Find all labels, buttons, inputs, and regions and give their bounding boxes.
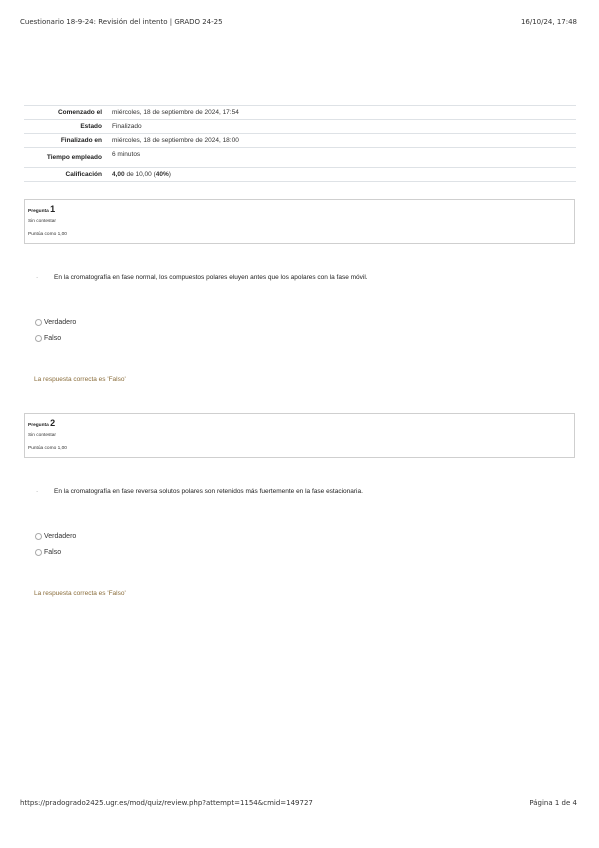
radio-icon[interactable] — [35, 533, 42, 540]
summary-value: miércoles, 18 de septiembre de 2024, 18:00 — [108, 134, 576, 148]
summary-row-grade — [24, 168, 576, 182]
page-footer-pagination: Página 1 de 4 — [529, 799, 577, 807]
page-header-title: Cuestionario 18-9-24: Revisión del intento | GRADO 24-25 — [20, 18, 223, 26]
summary-value: Finalizado — [108, 120, 576, 134]
attempt-summary-table — [24, 105, 576, 182]
question-text-content: En la cromatografía en fase reversa solutos polares son retenidos más fuertemente en la fase estacionaria. — [54, 488, 363, 495]
question-prefix: Pregunta — [28, 209, 49, 214]
question-prefix: Pregunta — [28, 423, 49, 428]
option-label: Verdadero — [44, 533, 77, 540]
option-label: Falso — [44, 549, 62, 556]
bullet-icon: · — [36, 274, 39, 281]
right-answer: La respuesta correcta es 'Falso' — [34, 590, 126, 597]
option-label: Falso — [44, 335, 62, 342]
summary-label: Tiempo empleado — [24, 148, 108, 168]
right-answer: La respuesta correcta es 'Falso' — [34, 376, 126, 383]
radio-icon[interactable] — [35, 549, 42, 556]
page-footer-url: https://pradogrado2425.ugr.es/mod/quiz/review.php?attempt=1154&cmid=149727 — [20, 799, 313, 807]
question-grade: Puntúa como 1,00 — [28, 446, 67, 451]
question-text — [36, 274, 368, 281]
question-state: Sin contestar — [28, 219, 56, 224]
summary-label: Calificación — [24, 168, 108, 182]
question-info-box — [24, 199, 575, 244]
question-number — [28, 204, 55, 214]
question-info-box — [24, 413, 575, 458]
question-state: Sin contestar — [28, 433, 56, 438]
bullet-icon: · — [36, 488, 39, 495]
summary-value: 6 minutos — [108, 148, 576, 168]
option-true[interactable] — [35, 319, 76, 326]
page-header-datetime: 16/10/24, 17:48 — [520, 18, 577, 26]
summary-row-started — [24, 106, 576, 120]
summary-label: Estado — [24, 120, 108, 134]
summary-value — [108, 168, 576, 182]
grade-percent: 40% — [155, 171, 169, 178]
question-grade: Puntúa como 1,00 — [28, 232, 67, 237]
summary-row-finished — [24, 134, 576, 148]
question-text — [36, 488, 363, 495]
option-false[interactable] — [35, 335, 61, 342]
grade-score: 4,00 — [112, 171, 125, 178]
summary-label: Finalizado en — [24, 134, 108, 148]
radio-icon[interactable] — [35, 335, 42, 342]
grade-of: de 10,00 ( — [124, 171, 156, 178]
question-number — [28, 418, 55, 428]
summary-row-state — [24, 120, 576, 134]
option-label: Verdadero — [44, 319, 77, 326]
summary-row-time — [24, 148, 576, 168]
radio-icon[interactable] — [35, 319, 42, 326]
question-number-value: 1 — [50, 204, 56, 214]
summary-value: miércoles, 18 de septiembre de 2024, 17:54 — [108, 106, 576, 120]
question-number-value: 2 — [50, 418, 56, 428]
summary-label: Comenzado el — [24, 106, 108, 120]
option-false[interactable] — [35, 549, 61, 556]
option-true[interactable] — [35, 533, 76, 540]
question-text-content: En la cromatografía en fase normal, los compuestos polares eluyen antes que los apolares con la fase móvil. — [54, 274, 368, 281]
grade-close: ) — [168, 171, 171, 178]
